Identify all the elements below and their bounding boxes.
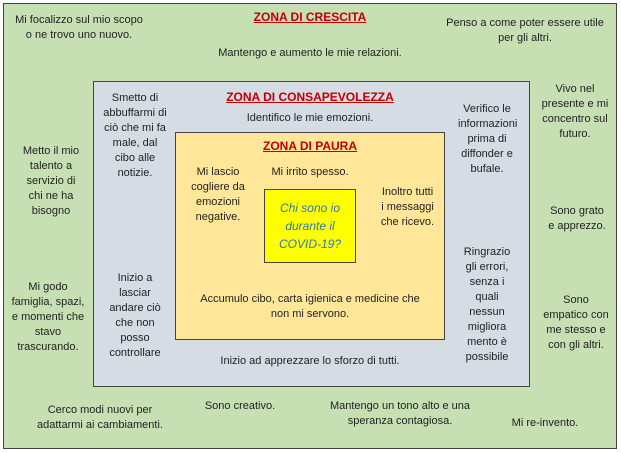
awareness-item-stop-binge: Smetto di abbuffarmi di ciò che mi fa male, dal cibo alle notizie. xyxy=(103,92,167,179)
growth-item-reinvent: Mi re-invento. xyxy=(511,417,579,429)
growth-item-useful-to-others: Penso a come poter essere utile per gli altri. xyxy=(446,17,604,44)
awareness-item-emotions: Identifico le mie emozioni. xyxy=(246,112,374,124)
fear-item-forward-messages: Inoltro tutti i messaggi che ricevo. xyxy=(380,186,435,228)
fear-item-irritated: Mi irrito spesso. xyxy=(271,166,349,178)
growth-item-hope: Mantengo un tono alto e una speranza contagiosa. xyxy=(329,400,471,427)
center-question-box xyxy=(264,189,356,263)
fear-item-hoarding: Accumulo cibo, carta igienica e medicine che non mi servono. xyxy=(200,293,420,320)
awareness-item-appreciate-effort: Inizio ad apprezzare lo sforzo di tutti. xyxy=(220,355,400,367)
awareness-item-let-go: Inizio a lasciar andare ciò che non posso controllare xyxy=(109,272,161,359)
center-question: Chi sono io durante il COVID-19? xyxy=(278,201,342,251)
fear-item-negative-emotions: Mi lascio cogliere da emozioni negative. xyxy=(191,166,245,223)
growth-item-family: Mi godo famiglia, spazi, e momenti che stavo trascurando. xyxy=(11,281,85,353)
growth-item-present: Vivo nel presente e mi concentro sul futuro. xyxy=(541,83,609,140)
growth-item-grateful: Sono grato e apprezzo. xyxy=(548,205,606,232)
fear-zone-title: ZONA DI PAURA xyxy=(263,139,357,153)
awareness-zone-title: ZONA DI CONSAPEVOLEZZA xyxy=(226,90,394,104)
growth-item-empathy: Sono empatico con me stesso e con gli altri. xyxy=(543,294,609,351)
growth-zone-title: ZONA DI CRESCITA xyxy=(253,10,367,24)
awareness-item-thank-errors: Ringrazio gli errori, senza i quali nessun migliora mento è possibile xyxy=(463,246,511,363)
growth-item-relationships: Mantengo e aumento le mie relazioni. xyxy=(218,47,402,59)
growth-item-talent: Metto il mio talento a servizio di chi ne ha bisogno xyxy=(22,145,80,217)
growth-item-adapt: Cerco modi nuovi per adattarmi ai cambiamenti. xyxy=(37,404,163,431)
awareness-item-verify-info: Verifico le informazioni prima di diffonder e bufale. xyxy=(458,103,518,175)
growth-item-creative: Sono creativo. xyxy=(204,400,276,412)
growth-item-focus-purpose: Mi focalizzo sul mio scopo o ne trovo uno nuovo. xyxy=(15,14,143,41)
